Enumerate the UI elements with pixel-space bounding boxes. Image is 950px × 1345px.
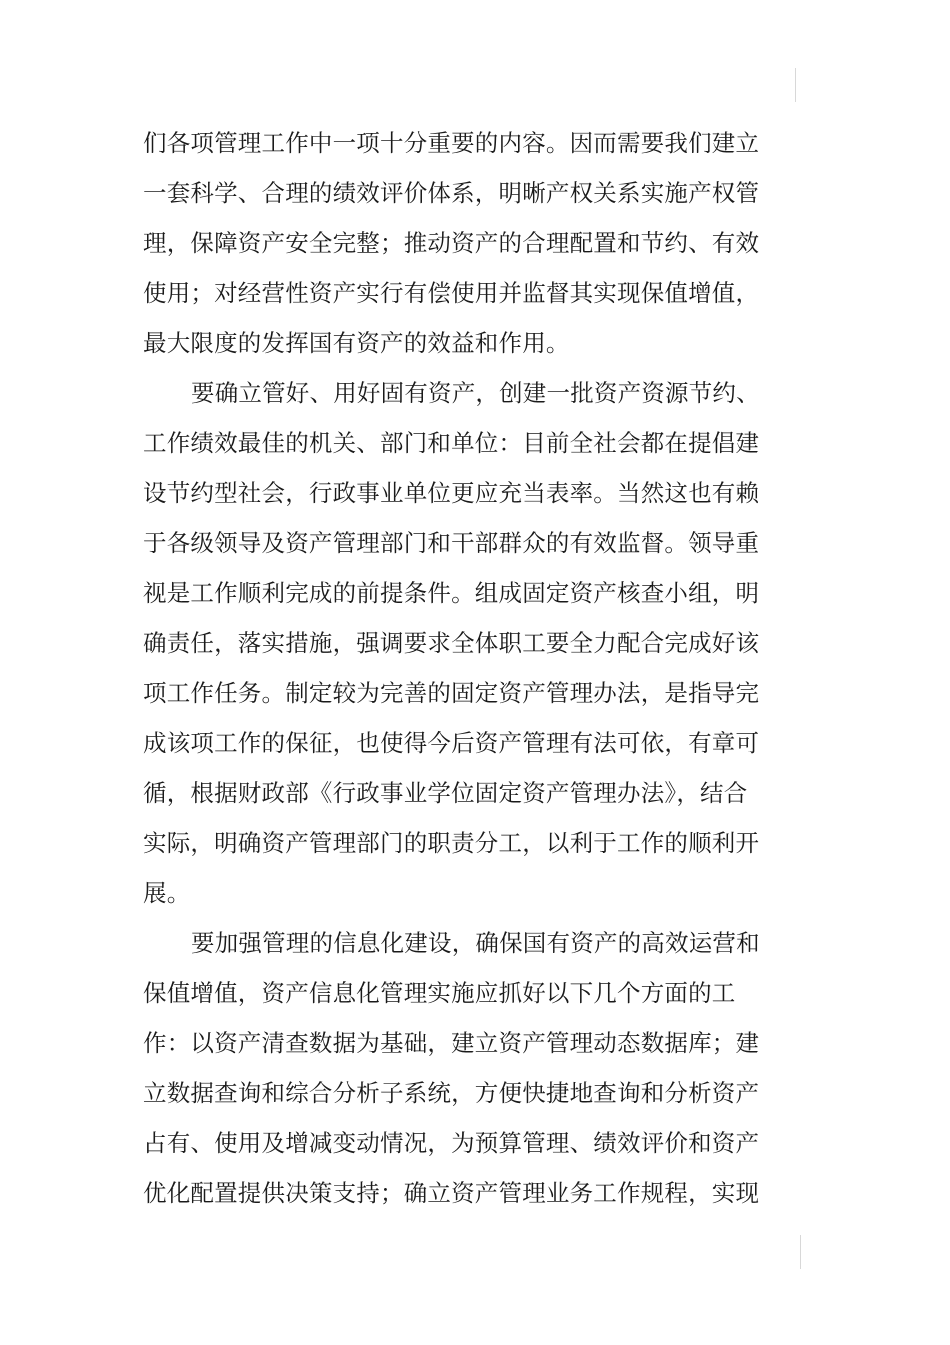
text-line: 成该项工作的保征，也使得今后资产管理有法可依，有章可 xyxy=(143,729,760,757)
text-line: 视是工作顺利完成的前提条件。组成固定资产核查小组，明 xyxy=(143,579,760,607)
page-edge-mark-top xyxy=(795,68,796,102)
text-line: 工作绩效最佳的机关、部门和单位：目前全社会都在提倡建 xyxy=(143,429,760,457)
text-line: 于各级领导及资产管理部门和干部群众的有效监督。领导重 xyxy=(143,529,760,557)
text-line: 保值增值，资产信息化管理实施应抓好以下几个方面的工 xyxy=(143,979,736,1007)
text-line: 最大限度的发挥国有资产的效益和作用。 xyxy=(143,329,570,357)
page-edge-mark-bottom xyxy=(800,1235,801,1269)
text-line: 占有、使用及增减变动情况，为预算管理、绩效评价和资产 xyxy=(143,1129,760,1157)
text-line: 实际，明确资产管理部门的职责分工，以利于工作的顺利开 xyxy=(143,829,760,857)
text-line: 展。 xyxy=(143,879,191,907)
text-line: 项工作任务。制定较为完善的固定资产管理办法，是指导完 xyxy=(143,679,760,707)
text-line: 循，根据财政部《行政事业学位固定资产管理办法》，结合 xyxy=(143,779,748,807)
text-line: 们各项管理工作中一项十分重要的内容。因而需要我们建立 xyxy=(143,129,760,157)
text-line: 一套科学、合理的绩效评价体系，明晰产权关系实施产权管 xyxy=(143,179,760,207)
paragraph-start-line: 要确立管好、用好固有资产，创建一批资产资源节约、 xyxy=(191,379,760,407)
text-line: 使用；对经营性资产实行有偿使用并监督其实现保值增值， xyxy=(143,279,760,307)
text-line: 立数据查询和综合分析子系统，方便快捷地查询和分析资产 xyxy=(143,1079,760,1107)
body-text xyxy=(143,118,760,1218)
paragraph-start-line: 要加强管理的信息化建设，确保国有资产的高效运营和 xyxy=(191,929,760,957)
text-line: 确责任，落实措施，强调要求全体职工要全力配合完成好该 xyxy=(143,629,760,657)
text-line: 优化配置提供决策支持；确立资产管理业务工作规程，实现 xyxy=(143,1179,760,1207)
text-line: 设节约型社会，行政事业单位更应充当表率。当然这也有赖 xyxy=(143,479,760,507)
text-line: 作：以资产清查数据为基础，建立资产管理动态数据库；建 xyxy=(143,1029,760,1057)
text-line: 理，保障资产安全完整；推动资产的合理配置和节约、有效 xyxy=(143,229,760,257)
